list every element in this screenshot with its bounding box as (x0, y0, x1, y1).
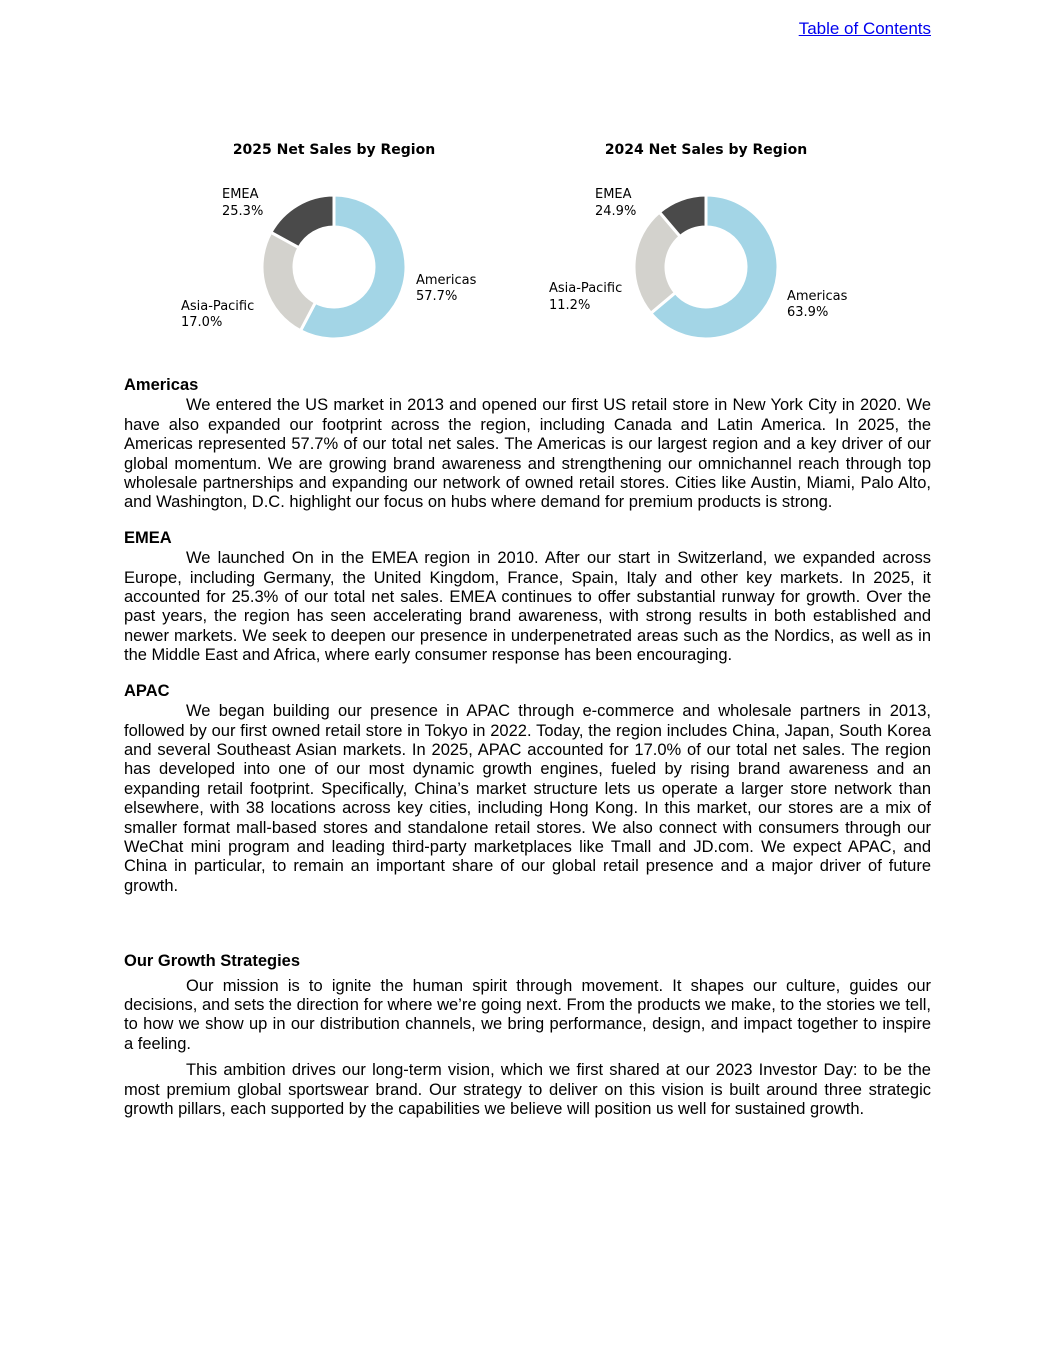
chart-2025-label-emea-value: 25.3% (222, 204, 264, 219)
chart-2025-label-apac-value: 17.0% (181, 315, 223, 330)
chart-2024-label-americas-name: Americas (787, 289, 848, 304)
paragraph-apac-1: We began building our presence in APAC through e-commerce and wholesale partners in 2013, followed by our first owned retail store in Tokyo in 2022. Today, the region includes China, Japan, South Korea and several Southeast Asian markets. In 2025, APAC accounted for 17.0% of our total net sales. The region has developed into one of our most dynamic growth engines, fueled by rising brand awareness and an expanding retail footprint. Specifically, China’s market structure lets us operate a larger store network than elsewhere, with 38 locations across key cities, including Hong Kong. In this market, our stores are a mix of smaller format mall-based stores and standalone retail stores. We also connect with consumers through our WeChat mini program and leading third-party marketplaces like Tmall and JD.com. We expect APAC, and China in particular, to remain an important share of our global retail presence and a major driver of future growth. (124, 702, 931, 895)
table-of-contents-link[interactable]: Table of Contents (798, 19, 931, 38)
section-apac (124, 682, 931, 896)
section-heading-apac: APAC (124, 681, 170, 700)
chart-2025-label-americas-name: Americas (416, 273, 477, 288)
chart-2025-label-emea-name: EMEA (222, 187, 259, 202)
chart-2025-title: 2025 Net Sales by Region (232, 142, 436, 158)
chart-2025-label-apac-name: Asia-Pacific (181, 299, 255, 314)
chart-2025-label-americas-value: 57.7% (416, 289, 458, 304)
section-heading-growth: Our Growth Strategies (124, 952, 301, 971)
chart-2025 (181, 142, 477, 339)
paragraph-growth-2: This ambition drives our long-term vision, which we first shared at our 2023 Investor Day: to be the most premium global sportswear brand. Our strategy to deliver on this vision is built around three strategic growth pillars, each supported by the capabilities we believe will position us well for sustained growth. (124, 1061, 931, 1118)
chart-2024-label-emea-value: 24.9% (595, 204, 637, 219)
document-body (124, 376, 931, 1135)
chart-2024-label-americas-value: 63.9% (787, 305, 829, 320)
section-americas (124, 376, 931, 513)
net-sales-charts (0, 0, 1055, 360)
paragraph-americas-1: We entered the US market in 2013 and opened our first US retail store in New York City in 2020. We have also expanded our footprint across the region, including Canada and Latin America. In 2025, the Americas represented 57.7% of our total net sales. The Americas is our largest region and a key driver of our global momentum. We are growing brand awareness and strengthening our omnichannel reach through top wholesale partnerships and expanding our network of owned retail stores. Cities like Austin, Miami, Palo Alto, and Washington, D.C. highlight our focus on hubs where demand for premium products is strong. (124, 396, 931, 512)
chart-2024-label-apac-value: 11.2% (549, 298, 591, 313)
chart-2025-donut (262, 195, 406, 339)
section-growth-strategies (124, 952, 931, 1119)
section-heading-emea: EMEA (124, 528, 172, 547)
chart-2024 (549, 142, 848, 339)
section-heading-americas: Americas (124, 376, 199, 394)
donut-slice-emea (262, 232, 315, 330)
paragraph-growth-1: Our mission is to ignite the human spirit through movement. It shapes our culture, guides our decisions, and sets the direction for where we’re going next. From the products we make, to the stories we tell, to how we show up in our distribution channels, we bring performance, design, and impact together to inspire a feeling. (124, 976, 931, 1053)
chart-2024-label-emea-name: EMEA (595, 187, 632, 202)
section-emea (124, 529, 931, 666)
chart-2024-donut (634, 195, 778, 339)
chart-2024-title: 2024 Net Sales by Region (604, 142, 808, 158)
section-spacer (124, 912, 931, 952)
chart-2024-label-apac-name: Asia-Pacific (549, 281, 623, 296)
paragraph-emea-1: We launched On in the EMEA region in 2010. After our start in Switzerland, we expanded across Europe, including Germany, the United Kingdom, France, Spain, Italy and other key markets. In 2025, it accounted for 25.3% of our total net sales. EMEA continues to offer substantial runway for growth. Over the past years, the region has seen accelerating brand awareness, with strong results in both established and newer markets. We seek to deepen our presence in underpenetrated areas such as the Nordics, as well as in the Middle East and Africa, where early consumer response has been encouraging. (124, 549, 931, 665)
